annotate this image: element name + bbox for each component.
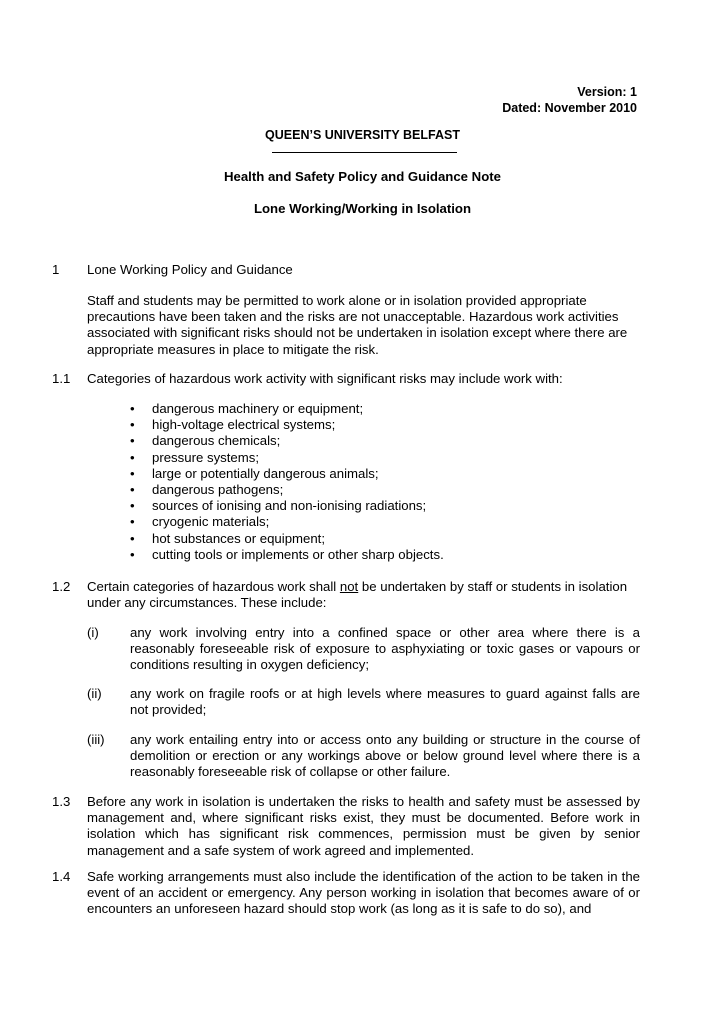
clause-text: Safe working arrangements must also include the identification of the action to be taken in the event of an accident or emergency. Any person working in isolation that becomes aware of or encounters an unforeseen hazard should stop work (as long as it is safe to do so), and <box>87 869 640 917</box>
sub-item-number: (i) <box>87 625 99 640</box>
sub-item-ii <box>87 686 640 718</box>
hazard-list-item-text: high-voltage electrical systems; <box>152 417 336 433</box>
hazard-list-item-text: pressure systems; <box>152 449 259 465</box>
sub-item-number: (iii) <box>87 732 105 747</box>
section-heading-text: Lone Working Policy and Guidance <box>87 262 293 277</box>
hazard-list-item-text: cutting tools or implements or other sharp objects. <box>152 546 444 562</box>
clause-number: 1.1 <box>52 371 71 386</box>
hazard-list-item <box>130 401 444 417</box>
hazard-list-item-text: sources of ionising and non-ionising radiations; <box>152 498 427 514</box>
clause-text: Before any work in isolation is undertaken the risks to health and safety must be assessed by management and, where significant risks exist, they must be documented. Before work in isolation which has significant risk commences, permission must be given by senior management and a safe system of work agreed and implemented. <box>87 794 640 858</box>
hazard-list-item <box>130 482 444 498</box>
sub-item-iii <box>87 732 640 781</box>
clause-1-4 <box>52 869 640 918</box>
clause-number: 1.2 <box>52 579 71 594</box>
hazard-list-item <box>130 547 444 563</box>
hazard-list-item <box>130 417 444 433</box>
hazard-list-item <box>130 514 444 530</box>
sub-item-text: any work on fragile roofs or at high levels where measures to guard against falls are not provided; <box>130 686 640 718</box>
clause-text-underlined: not <box>339 579 359 594</box>
bullet-icon: • <box>130 417 135 433</box>
university-name: QUEEN’S UNIVERSITY BELFAST <box>265 128 460 142</box>
sub-item-number: (ii) <box>87 686 102 701</box>
document-title: Health and Safety Policy and Guidance Note <box>223 169 501 184</box>
document-subtitle: Lone Working/Working in Isolation <box>253 201 472 216</box>
hazard-list <box>130 401 444 563</box>
version-block <box>502 85 637 116</box>
clause-number: 1.4 <box>52 869 71 884</box>
bullet-icon: • <box>130 465 135 481</box>
hazard-list-item-text: dangerous machinery or equipment; <box>152 401 364 416</box>
hazard-list-item <box>130 466 444 482</box>
clause-text-after: be undertaken by staff or students in isolation under any circumstances. These include: <box>87 579 628 611</box>
bullet-icon: • <box>130 498 135 514</box>
hazard-list-item <box>130 498 444 514</box>
bullet-icon: • <box>130 530 135 546</box>
sub-item-i <box>87 625 640 674</box>
clause-text-before: Certain categories of hazardous work shall <box>87 579 340 594</box>
hazard-list-item <box>130 433 444 449</box>
bullet-icon: • <box>130 449 135 465</box>
clause-number: 1.3 <box>52 794 71 809</box>
section-1-heading <box>52 262 640 278</box>
bullet-icon: • <box>130 514 135 530</box>
hazard-list-item-text: cryogenic materials; <box>152 514 270 530</box>
hazard-list-item-text: large or potentially dangerous animals; <box>152 465 379 481</box>
section-1-body: Staff and students may be permitted to work alone or in isolation provided appropriate precautions have been taken and the risks are not unacceptable. Hazardous work activities associated with significant risks should not be undertaken in isolation except where there are appropriate measures in place to mitigate the risk. <box>87 293 628 357</box>
hazard-list-item-text: dangerous pathogens; <box>152 481 284 497</box>
hazard-list-item-text: hot substances or equipment; <box>152 530 326 546</box>
hazard-list-item <box>130 450 444 466</box>
clause-text <box>87 579 640 611</box>
clause-1-3 <box>52 794 640 859</box>
dated-label: Dated: November 2010 <box>502 100 637 115</box>
title-underline <box>272 152 457 153</box>
version-label: Version: 1 <box>577 85 637 99</box>
bullet-icon: • <box>130 401 135 416</box>
clause-1-1 <box>52 371 640 387</box>
bullet-icon: • <box>130 481 135 497</box>
bullet-icon: • <box>130 546 135 562</box>
sub-item-text: any work involving entry into a confined space or other area where there is a reasonably foreseeable risk of exposure to asphyxiating or toxic gases or vapours or conditions resulting in oxygen deficiency; <box>130 625 640 673</box>
sub-item-text: any work entailing entry into or access onto any building or structure in the course of demolition or erection or any workings above or below ground level where there is a reasonably foreseeable risk of collapse or other failure. <box>130 732 640 780</box>
hazard-list-item <box>130 531 444 547</box>
clause-1-2 <box>52 579 640 611</box>
bullet-icon: • <box>130 433 135 449</box>
hazard-list-item-text: dangerous chemicals; <box>152 433 281 449</box>
section-number: 1 <box>52 262 60 277</box>
clause-text: Categories of hazardous work activity with significant risks may include work with: <box>87 371 563 386</box>
